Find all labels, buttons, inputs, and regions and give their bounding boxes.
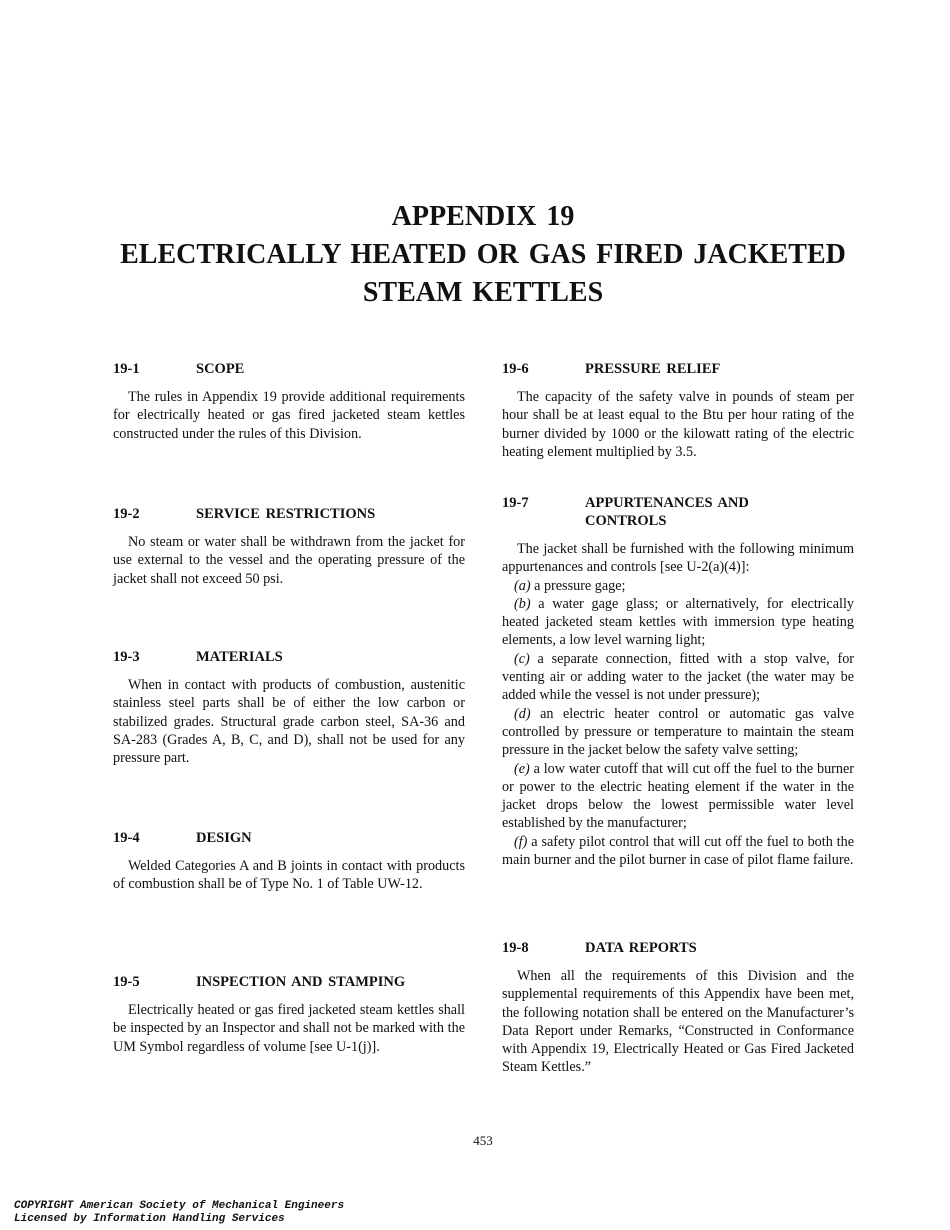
section-heading bbox=[113, 973, 465, 991]
section-title bbox=[585, 494, 854, 530]
section-title: DESIGN bbox=[196, 830, 252, 846]
page-number: 453 bbox=[473, 1133, 493, 1148]
section-number: 19-5 bbox=[113, 974, 140, 990]
list-item bbox=[502, 760, 854, 833]
section-19-5 bbox=[113, 973, 465, 1056]
section-title: DATA REPORTS bbox=[585, 940, 697, 956]
list-item bbox=[502, 833, 854, 870]
section-heading bbox=[502, 360, 854, 378]
section-body: Electrically heated or gas fired jacketed steam kettles shall be inspected by an Inspector and shall not be marked with the UM Symbol regardless of volume [see U-1(j)]. bbox=[113, 1002, 465, 1055]
list-item-text: a low water cutoff that will cut off the fuel to the burner or power to the electric heating element if the water in the jacket drops below the lowest permissible water level established by the manufacturer; bbox=[502, 760, 855, 832]
list-marker: (a) bbox=[514, 577, 531, 594]
list-marker: (f) bbox=[514, 833, 528, 850]
list-item bbox=[502, 705, 854, 760]
list-item bbox=[502, 577, 854, 595]
section-title: INSPECTION AND STAMPING bbox=[196, 974, 406, 990]
section-title-line: CONTROLS bbox=[585, 513, 667, 529]
section-title-line: APPURTENANCES AND bbox=[585, 495, 749, 511]
list-item-text: a pressure gage; bbox=[534, 577, 626, 594]
section-heading bbox=[113, 829, 465, 847]
section-heading bbox=[113, 648, 465, 666]
section-number: 19-6 bbox=[502, 361, 529, 377]
list-item-text: a separate connection, fitted with a stop valve, for venting air or adding water to the jacket (the water may be added while the vessel is not under pressure); bbox=[502, 650, 855, 704]
section-body: Welded Categories A and B joints in contact with products of combustion shall be of Type No. 1 of Table UW-12. bbox=[113, 858, 465, 893]
footer-line: Licensed by Information Handling Services bbox=[14, 1213, 285, 1225]
section-number: 19-8 bbox=[502, 940, 529, 956]
section-19-4 bbox=[113, 829, 465, 894]
section-number: 19-7 bbox=[502, 495, 529, 511]
list-marker: (d) bbox=[514, 705, 531, 722]
list-marker: (e) bbox=[514, 760, 530, 777]
footer-line: COPYRIGHT American Society of Mechanical Engineers bbox=[14, 1200, 345, 1212]
section-19-6 bbox=[502, 360, 854, 461]
section-19-1 bbox=[113, 360, 465, 443]
section-body: The capacity of the safety valve in pounds of steam per hour shall be at least equal to the Btu per hour rating of the burner divided by 1000 or the kilowatt rating of the electric heating element multiplied by 3.5. bbox=[502, 389, 854, 460]
section-number: 19-4 bbox=[113, 830, 140, 846]
list-marker: (b) bbox=[514, 595, 531, 612]
section-body: When in contact with products of combustion, austenitic stainless steel parts shall be of either the low carbon or stabilized grades. Structural grade carbon steel, SA-36 and SA-283 (Grades A, B, C, and D), shall not be used for any pressure part. bbox=[113, 677, 465, 767]
section-body: When all the requirements of this Division and the supplemental requirements of this Appendix have been met, the following notation shall be entered on the Manufacturer’s Data Report under Remarks, “Constructed in Conformance with Appendix 19, Electrically Heated or Gas Fired Jacketed Steam Kettles.” bbox=[502, 968, 854, 1076]
section-19-2 bbox=[113, 505, 465, 588]
title-line: ELECTRICALLY HEATED OR GAS FIRED JACKETED bbox=[120, 239, 846, 270]
list-item-text: an electric heater control or automatic gas valve controlled by pressure or temperature to maintain the steam pressure in the jacket below the safety valve setting; bbox=[502, 705, 854, 759]
section-heading bbox=[502, 494, 854, 530]
copyright-footer bbox=[14, 1200, 344, 1226]
section-heading bbox=[113, 360, 465, 378]
section-title: SCOPE bbox=[196, 361, 245, 377]
page-title bbox=[100, 198, 866, 312]
section-title: PRESSURE RELIEF bbox=[585, 361, 721, 377]
section-title: MATERIALS bbox=[196, 649, 283, 665]
section-number: 19-1 bbox=[113, 361, 140, 377]
section-19-3 bbox=[113, 648, 465, 767]
section-intro: The jacket shall be furnished with the following minimum appurtenances and controls [see U-2(a)(4)]: bbox=[502, 541, 854, 576]
section-heading bbox=[113, 505, 465, 523]
section-number: 19-3 bbox=[113, 649, 140, 665]
list-item bbox=[502, 595, 854, 650]
section-19-8 bbox=[502, 939, 854, 1077]
section-heading bbox=[502, 939, 854, 957]
list-marker: (c) bbox=[514, 650, 530, 667]
list-item bbox=[502, 650, 854, 705]
section-title: SERVICE RESTRICTIONS bbox=[196, 506, 376, 522]
section-body: The rules in Appendix 19 provide additional requirements for electrically heated or gas fired jacketed steam kettles constructed under the rules of this Division. bbox=[113, 389, 465, 442]
section-number: 19-2 bbox=[113, 506, 140, 522]
list-item-text: a water gage glass; or alternatively, for electrically heated jacketed steam kettles with immersion type heating elements, a low level warning light; bbox=[502, 595, 855, 649]
section-19-7 bbox=[502, 494, 854, 869]
list-item-text: a safety pilot control that will cut off the fuel to both the main burner and the pilot burner in case of pilot flame failure. bbox=[502, 833, 854, 869]
section-body: No steam or water shall be withdrawn from the jacket for use external to the vessel and the operating pressure of the jacket shall not exceed 50 psi. bbox=[113, 534, 465, 587]
appendix-heading: APPENDIX 19 bbox=[391, 201, 575, 232]
title-line: STEAM KETTLES bbox=[362, 277, 604, 308]
